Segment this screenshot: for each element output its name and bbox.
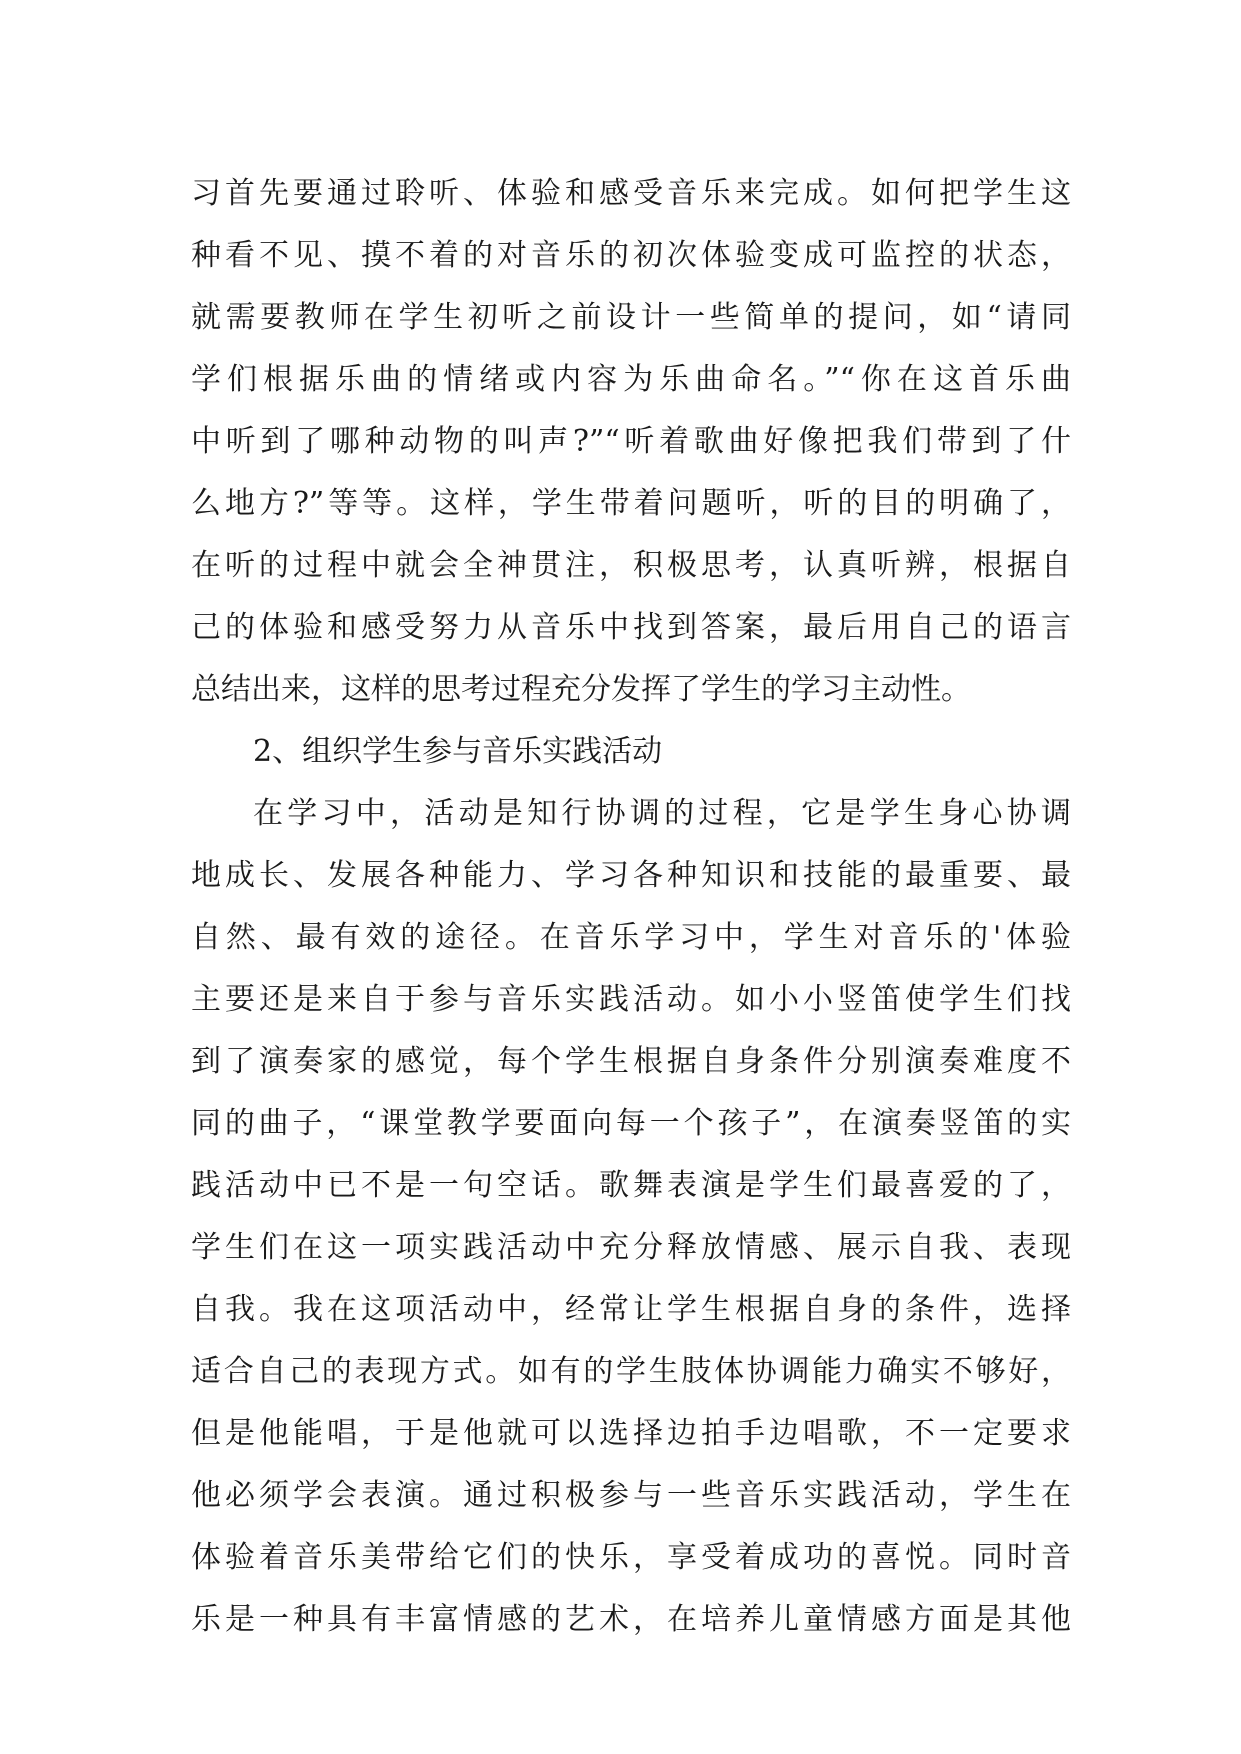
text-line: 总结出来，这样的思考过程充分发挥了学生的学习主动性。: [191, 672, 971, 707]
text-line: 就需要教师在学生初听之前设计一些简单的提问，如“请同: [191, 300, 1071, 335]
text-line: 地成长、发展各种能力、学习各种知识和技能的最重要、最: [191, 858, 1071, 893]
text-line: 学生们在这一项实践活动中充分释放情感、展示自我、表现: [191, 1230, 1071, 1265]
text-line: 到了演奏家的感觉，每个学生根据自身条件分别演奏难度不: [191, 1044, 1071, 1079]
text-line: 中听到了哪种动物的叫声?”“听着歌曲好像把我们带到了什: [191, 424, 1071, 459]
body-text: [191, 163, 1071, 1651]
text-line: 同的曲子，“课堂教学要面向每一个孩子”，在演奏竖笛的实: [191, 1106, 1071, 1141]
text-line: 己的体验和感受努力从音乐中找到答案，最后用自己的语言: [191, 610, 1071, 645]
text-line: 践活动中已不是一句空话。歌舞表演是学生们最喜爱的了，: [191, 1168, 1071, 1203]
text-line: 自我。我在这项活动中，经常让学生根据自身的条件，选择: [191, 1292, 1071, 1327]
text-line: 学们根据乐曲的情绪或内容为乐曲命名。”“你在这首乐曲: [191, 362, 1071, 397]
text-line: 在听的过程中就会全神贯注，积极思考，认真听辨，根据自: [191, 548, 1071, 583]
text-line: 他必须学会表演。通过积极参与一些音乐实践活动，学生在: [191, 1478, 1071, 1513]
text-line: 么地方?”等等。这样，学生带着问题听，听的目的明确了，: [191, 486, 1071, 521]
text-line: 乐是一种具有丰富情感的艺术，在培养儿童情感方面是其他: [191, 1602, 1071, 1637]
text-line: 主要还是来自于参与音乐实践活动。如小小竖笛使学生们找: [191, 982, 1071, 1017]
section-heading: 2、组织学生参与音乐实践活动: [253, 734, 663, 769]
paragraph-first-line: 在学习中，活动是知行协调的过程，它是学生身心协调: [253, 796, 1071, 831]
text-line: 适合自己的表现方式。如有的学生肢体协调能力确实不够好，: [191, 1354, 1071, 1389]
text-line: 自然、最有效的途径。在音乐学习中，学生对音乐的'体验: [191, 920, 1071, 955]
text-line: 体验着音乐美带给它们的快乐，享受着成功的喜悦。同时音: [191, 1540, 1071, 1575]
text-line: 但是他能唱，于是他就可以选择边拍手边唱歌，不一定要求: [191, 1416, 1071, 1451]
text-line: 习首先要通过聆听、体验和感受音乐来完成。如何把学生这: [191, 176, 1071, 211]
text-line: 种看不见、摸不着的对音乐的初次体验变成可监控的状态，: [191, 238, 1071, 273]
